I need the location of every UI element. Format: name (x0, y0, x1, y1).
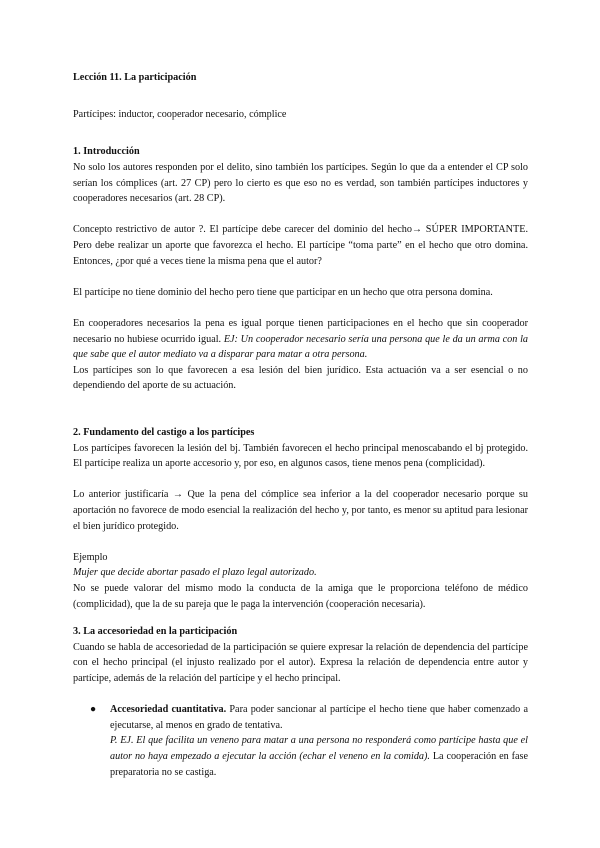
example-explanation: No se puede valorar del mismo modo la conducta de la amiga que le proporciona teléfono de médico (complicidad), que la de su pareja que le paga la intervención (cooperación necesaria). (73, 583, 528, 610)
section-2-heading: 2. Fundamento del castigo a los partícipes (73, 427, 255, 439)
section-1-paragraph-2 (73, 222, 528, 269)
bullet-text: Para poder sancionar al partícipe el hecho tiene que haber comenzado a ejecutarse, al menos en grado de tentativa. (110, 704, 528, 731)
example-label: Ejemplo (73, 551, 108, 563)
section-2-paragraph-1: Los partícipes favorecen la lesión del bj. También favorecen el hecho principal menoscabando el bj protegido. El partícipe realiza un aporte accesorio y, por eso, en algunos casos, tiene menos pena (complicidad). (73, 442, 528, 470)
section-1-paragraph-2-a: Concepto restrictivo de autor ?. El partícipe debe carecer del dominio del hecho→ SÚPER IMPORTANTE. (73, 224, 528, 236)
example-case: Mujer que decide abortar pasado el plazo legal autorizado. (73, 567, 317, 579)
section-1-paragraph-4 (73, 316, 528, 363)
section-1-paragraph-1: No solo los autores responden por el delito, sino también los partícipes. Según lo que da a entender el CP solo serían los cómplices (art. 27 CP) pero lo cierto es que eso no es verdad, son también partícipes inductores y cooperadores necesarios (art. 28 CP). (73, 161, 528, 205)
section-3-paragraph-1: Cuando se habla de accesoriedad de la participación se quiere expresar la relación de dependencia del partícipe con el hecho principal (el injusto realizado por el autor). Expresa la relación de dependencia entre autor y partícipe, además de la relación del partícipe y el hecho principal. (73, 641, 528, 684)
bullet-icon: ● (90, 704, 97, 716)
section-1-paragraph-4-text: En cooperadores necesarios la pena es igual porque tienen participaciones en el hecho que sin cooperador necesario no hubiese ocurrido igual. (73, 317, 528, 345)
section-1-paragraph-4-example: EJ: Un cooperador necesario sería una persona que le da un arma con la que sabe que el autor mediato va a disparar para matar a otra persona. (73, 333, 528, 361)
bullet-conclusion: La cooperación en fase preparatoria no se castiga. (110, 750, 528, 778)
accesoriedad-list (73, 702, 528, 780)
bullet-heading: Accesoriedad cuantitativa. (110, 704, 227, 716)
participes-line: Partícipes: inductor, cooperador necesario, cómplice (73, 109, 287, 121)
bullet-example: P. EJ. El que facilita un veneno para matar a una persona no responderá como partícipe hasta que el autor no haya empezado a ejecutar la acción (echar el veneno en la comida). (110, 735, 528, 762)
section-2-paragraph-2: Lo anterior justificaría → Que la pena del cómplice sea inferior a la del cooperador necesario porque su aportación no favorece de modo esencial la realización del hecho y, por tanto, es menor su aptitud para lesionar el bien jurídico protegido. (73, 489, 528, 532)
document-title: Lección 11. La participación (73, 72, 197, 83)
section-1-paragraph-2-b: Pero debe realizar un aporte que favorezca el hecho. El partícipe “toma parte” en el hecho que otro domina. Entonces, ¿por qué a veces tiene la misma pena que el autor? (73, 239, 528, 267)
section-1-paragraph-5: Los partícipes son lo que favorecen a esa lesión del bien jurídico. Esta actuación va a ser esencial o no dependiendo del aporte de su actuación. (73, 364, 528, 392)
section-3-heading: 3. La accesoriedad en la participación (73, 626, 238, 638)
section-1-heading: 1. Introducción (73, 146, 140, 158)
section-1-paragraph-3: El partícipe no tiene dominio del hecho pero tiene que participar en un hecho que otra persona domina. (73, 286, 493, 298)
list-item (90, 702, 528, 780)
